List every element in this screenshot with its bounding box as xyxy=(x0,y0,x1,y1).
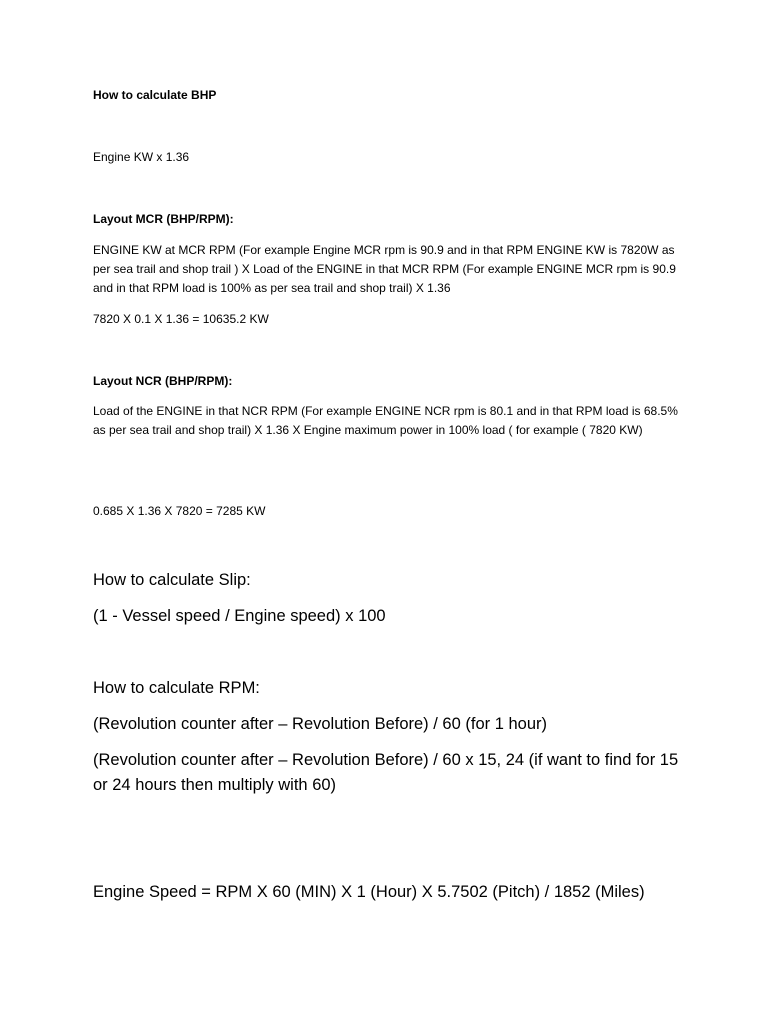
bhp-formula: Engine KW x 1.36 xyxy=(93,150,190,164)
slip-heading: How to calculate Slip: xyxy=(93,571,251,589)
engine-speed-formula: Engine Speed = RPM X 60 (MIN) X 1 (Hour) X 5.7502 (Pitch) / 1852 (Miles) xyxy=(93,883,645,901)
mcr-heading: Layout MCR (BHP/RPM): xyxy=(93,212,234,226)
ncr-description: Load of the ENGINE in that NCR RPM (For example ENGINE NCR rpm is 80.1 and in that RPM load is 68.5% as per sea trail and shop trail) X 1.36 X Engine maximum power in 100% load ( for example ( 7820 KW) xyxy=(93,404,678,437)
rpm-heading: How to calculate RPM: xyxy=(93,679,260,697)
mcr-description: ENGINE KW at MCR RPM (For example Engine MCR rpm is 90.9 and in that RPM ENGINE KW is 7820W as per sea trail and shop trail ) X Load of the ENGINE in that MCR RPM (For example ENGINE MCR rpm is 90.9 and in that RPM load is 100% as per sea trail and shop trail) X 1.36 xyxy=(93,243,676,295)
mcr-example: 7820 X 0.1 X 1.36 = 10635.2 KW xyxy=(93,312,269,326)
ncr-example: 0.685 X 1.36 X 7820 = 7285 KW xyxy=(93,504,266,518)
rpm-formula-hour: (Revolution counter after – Revolution Before) / 60 (for 1 hour) xyxy=(93,715,547,733)
ncr-heading: Layout NCR (BHP/RPM): xyxy=(93,374,233,388)
slip-formula: (1 - Vessel speed / Engine speed) x 100 xyxy=(93,607,386,625)
rpm-formula-multi: (Revolution counter after – Revolution Before) / 60 x 15, 24 (if want to find for 15 or 24 hours then multiply with 60) xyxy=(93,751,679,794)
bhp-heading: How to calculate BHP xyxy=(93,88,217,102)
